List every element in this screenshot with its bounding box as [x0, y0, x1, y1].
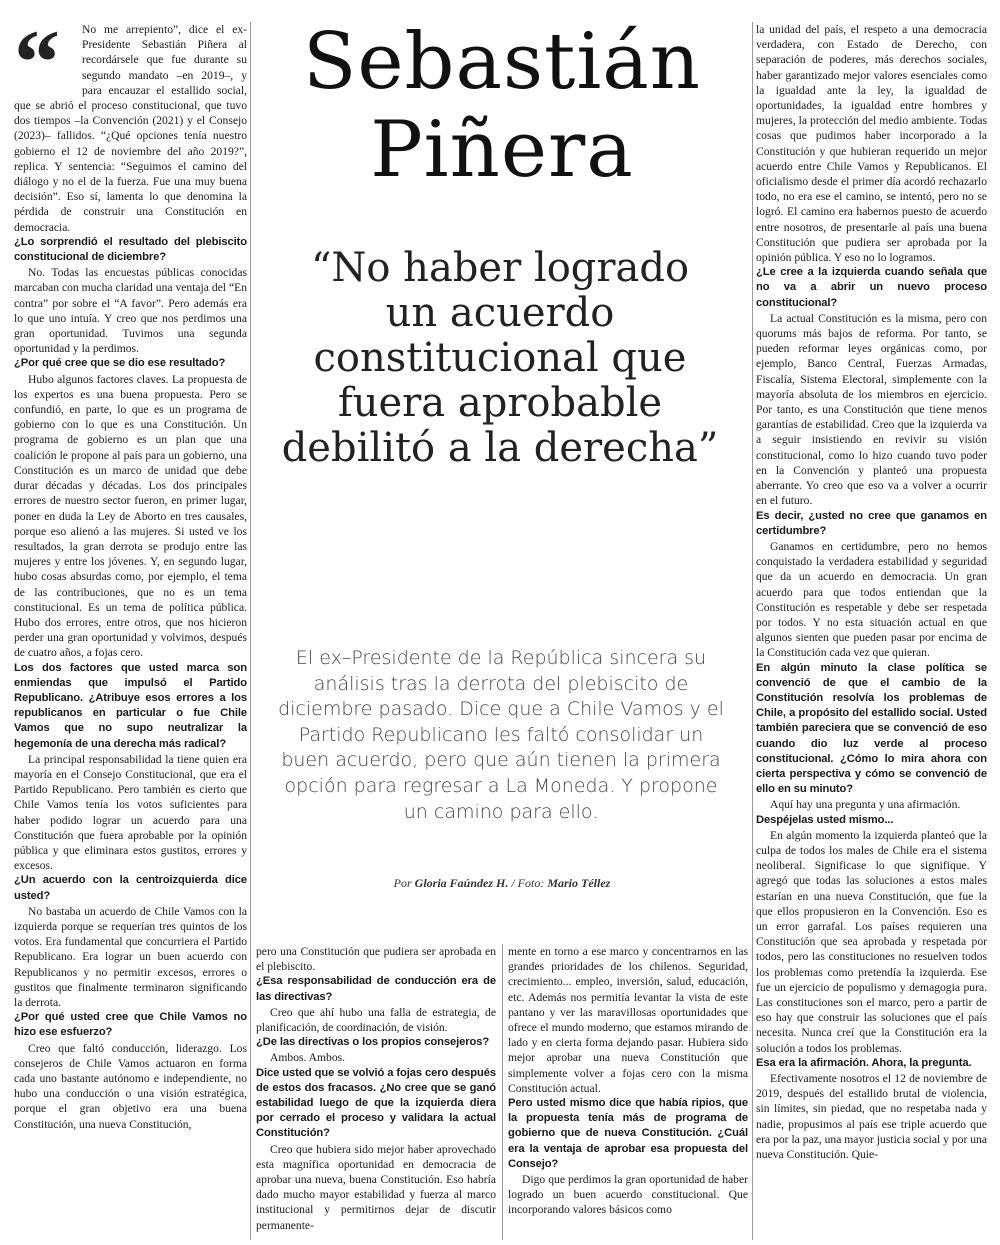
interview-question: Pero usted mismo dice que había ripios, que la propuesta tenía más de programa de gobierno que de nueva Constitución. ¿Cuál era la ventaja de aprobar esa propuesta del Consejo?	[508, 1097, 748, 1170]
article-column-2	[256, 944, 496, 1240]
interview-question: En algún minuto la clase política se convenció de que el cambio de la Constitución resolvía los problemas de Chile, a propósito del estallido social. Usted también pareciera que se convenció de eso cuando dio luz verde al proceso constitucional. ¿Cómo lo mira ahora con cierta perspectiva y cómo se convenció de ello en su minuto?	[756, 661, 987, 796]
byline	[256, 876, 748, 891]
interview-question: ¿Un acuerdo con la centroizquierda dice usted?	[14, 874, 247, 902]
drop-quote-mark: “	[14, 22, 60, 113]
interview-answer: Efectivamente nosotros el 12 de noviembre de 2019, después del estallido brutal de violencia, sin límites, sin piedad, que no respetaba nada y nadie, propusimos al país ese triple acuerdo que era por la paz, una mayor justicia social y por una nueva Constitución. Quie-	[756, 1072, 987, 1162]
interview-answer: En algún momento la izquierda planteó que la culpa de todos los males de Chile era el sistema neoliberal. Significase lo que signifique. Y agregó que todas las soluciones a estos males estarían en una nueva Constitución, que fue la que ellos propusieron en la Convención. Eso es un error garrafal. Los países requieren una Constitución que sea aprobada y respetada por todos, pero las constituciones no resuelven todos los problemas como pretendía la izquierda. Ese fue un ejercicio de populismo y demagogia pura. Las constituciones son el marco, pero a partir de eso hay que construir las soluciones que el país necesita. Nunca creí que la Constitución era la solución a todos los problemas.	[756, 828, 987, 1055]
interview-question: Dice usted que se volvió a fojas cero después de estos dos fracasos. ¿No cree que se ganó estabilidad luego de que la izquierda diera por cerrado el proceso y validara la actual Constitución?	[256, 1066, 496, 1140]
article-column-1	[14, 22, 247, 1240]
interview-answer: La actual Constitución es la misma, pero con quorums más bajos de reforma. Por tanto, se pueden reformar leyes orgánicas como, por ejemplo, Banco Central, Fuerzas Armadas, Fiscalía, Sistema Electoral, simplemente con la mayoría absoluta de los miembros en ejercicio. Por tanto, es una Constitución que tiene menos garantías de estabilidad. Creo que la izquierda va a seguir insistiendo en revivir su visión constitucional, como lo hizo cuando tuvo poder en la Convención y planteó una propuesta aberrante. Yo creo que eso va a volver a ocurrir en el futuro.	[756, 311, 987, 508]
interview-answer: No me arrepiento”, dice el ex-Presidente Sebastián Piñera al recordársele que fue durante su segundo mandato –en 2019–, y para encauzar el estallido social, que se abrió el proceso constitucional, que tuvo dos tiempos –la Convención (2021) y el Consejo (2023)– fallidos. “¿Qué opciones tenía nuestro gobierno el 12 de noviembre del año 2019?”, replica. Y sentencia: “Seguimos el camino del diálogo y no el de la fuerza. Fue una muy buena decisión”. Eso sí, lamenta lo que denomina la pérdida de construir una Constitución en democracia.	[14, 23, 247, 234]
byline-author: Gloria Faúndez H.	[414, 876, 509, 890]
interview-answer: Creo que ahí hubo una falla de estrategia, de planificación, de coordinación, de visión.	[256, 1005, 496, 1035]
interview-question: Despéjelas usted mismo...	[756, 813, 894, 826]
interview-answer: Digo que perdimos la gran oportunidad de haber logrado un buen acuerdo constitucional. Que incorporando valores básicos como	[508, 1173, 748, 1217]
pull-quote-headline: “No haber logrado un acuerdo constitucional que fuera aprobable debilitó a la derecha”	[281, 245, 719, 471]
interview-question: ¿Por qué cree que se dio ese resultado?	[14, 357, 226, 370]
interview-answer: Hubo algunos factores claves. La propuesta de los expertos es una buena propuesta. Pero se confundió, en parte, lo que es un programa de gobierno con lo que es una Constitución. Un programa de gobierno es un plan que una coalición le propone al país para un gobierno, una Constitución es un marco de unidad que debe durar décadas y décadas. Los dos principales errores de nuestro sector fueron, en primer lugar, poner en duda la Ley de Aborto en tres causales, porque eso alienó a las mujeres. Si usted ve los resultados, la gran derrota se produjo entre las mujeres y entre los jóvenes. Y, en segundo lugar, hubo cosas absurdas como, por ejemplo, el tema de las contribuciones, que no es un tema constitucional. Es un tema de política pública. Hubo dos errores, entre otros, que nos hicieron perder una gran oportunidad y volvimos, después de cuatro años, a fojas cero.	[14, 372, 247, 660]
interview-answer: No. Todas las encuestas públicas conocidas marcaban con mucha claridad una ventaja del “En contra” por sobre el “A favor”. Pero además era lo que uno intuía. Y creo que nos perdimos una gran oportunidad. Tuvimos una segunda oportunidad y la perdimos.	[14, 266, 247, 356]
interview-question: ¿Esa responsabilidad de conducción era de las directivas?	[256, 975, 496, 1003]
interview-question: ¿Por qué usted cree que Chile Vamos no hizo ese esfuerzo?	[14, 1011, 247, 1039]
column-rule	[250, 22, 251, 1240]
interview-answer: No bastaba un acuerdo de Chile Vamos con la izquierda porque se requerían tres quintos de los votos. Era fundamental que concurriera el Partido Republicano. Era lograr un buen acuerdo con Republicanos y no permitir excesos, errores o gustitos que finalmente terminaron significando la derrota.	[14, 904, 247, 1009]
interview-question: Los dos factores que usted marca son enmiendas que impulsó el Partido Republicano. ¿Atribuye esos errores a los republicanos en particular o fue Chile Vamos que no supo neutralizar la hegemonía de una derecha más radical?	[14, 661, 247, 750]
interview-question: ¿Le cree a la izquierda cuando señala que no va a abrir un nuevo proceso constitucional?	[756, 266, 987, 309]
article-deck: El ex–Presidente de la República sincera su análisis tras la derrota del plebiscito de diciembre pasado. Dice que a Chile Vamos y el Partido Republicano les faltó consolidar un buen acuerdo, pero que aún tienen la primera opción para regresar a La Moneda. Y propone un camino para ello.	[278, 647, 724, 823]
title-line: Sebastián	[302, 17, 702, 107]
interview-answer: Creo que hubiera sido mejor haber aprovechado esta magnífica oportunidad en democracia de aprobar una nueva, buena Constitución. Eso habría dado mucho mayor estabilidad y fuerza al marco institucional y permitirnos dejar de discutir permanente-	[256, 1142, 496, 1232]
article-column-3	[508, 944, 748, 1240]
interview-question: ¿Lo sorprendió el resultado del plebiscito constitucional de diciembre?	[14, 235, 247, 264]
interview-answer: pero una Constitución que pudiera ser aprobada en el plebiscito.	[256, 945, 496, 974]
interview-question: ¿De las directivas o los propios consejeros?	[256, 1036, 490, 1049]
byline-separator: / Foto:	[511, 876, 545, 890]
title-line: Piñera	[370, 105, 634, 195]
interview-answer: mente en torno a ese marco y concentrarnos en las grandes prioridades de los chilenos. Seguridad, crecimiento... empleo, inversión, salud, educación, etc. Además nos permitía levantar la vista de este pantano y ver las maravillosas oportunidades que ofrece el mundo moderno, que estamos mirando de lado y en cierta forma dejando pasar. Hubiera sido mejor aprobar una nueva Constitución que simplemente volver a fojas cero con la misma Constitución actual.	[508, 945, 748, 1095]
interview-question: Esa era la afirmación. Ahora, la pregunta.	[756, 1056, 972, 1069]
interview-answer: Ambos. Ambos.	[270, 1051, 346, 1065]
article-column-4	[756, 22, 987, 1240]
interview-answer: Aquí hay una pregunta y una afirmación.	[770, 798, 961, 812]
byline-photographer: Mario Téllez	[547, 876, 611, 890]
column-rule	[502, 944, 503, 1240]
interview-answer: la unidad del país, el respeto a una democracia verdadera, con Estado de Derecho, con separación de poderes, más derechos sociales, haber garantizado mejor valores esenciales como la igualdad ante la ley, la igualdad de oportunidades, la igualdad entre hombres y mujeres, la protección del medio ambiente. Todas cosas que pudimos haber incorporado a la Constitución y que hubieran requerido un mejor acuerdo entre Chile Vamos y Republicanos. El oficialismo desde el primer día acordó rechazarlo todo, no era ese el camino, se intentó, pero no se logró. El camino era habernos puesto de acuerdo entre nosotros, de presentarle al país una buena Constitución que pudiera ser aprobada por la opinión pública. Y eso no lo logramos.	[756, 23, 987, 265]
interview-answer: La principal responsabilidad la tiene quien era mayoría en el Consejo Constitucional, que era el Partido Republicano. Pero también es cierto que Chile Vamos tenía los votos suficientes para haber podido lograr un acuerdo para una Constitución que fuera aprobable por la opinión pública y que eliminara estos gustitos, errores y excesos.	[14, 752, 247, 873]
interview-answer: Creo que faltó conducción, liderazgo. Los consejeros de Chile Vamos actuaron en forma cada uno bastante autónomo e independiente, no hubo una conducción o una visión estratégica, porque el gran objetivo era una buena Constitución, una nueva Constitución,	[14, 1041, 247, 1131]
byline-prefix: Por	[393, 876, 412, 890]
article-title	[256, 18, 748, 194]
interview-answer: Ganamos en certidumbre, pero no hemos conquistado la verdadera estabilidad y seguridad que da un acuerdo en democracia. Un gran acuerdo para que todos entiendan que la Constitución es respetable y debe ser respetada por todos. Y no esta situación actual en que algunos sienten que pueden pasar por encima de la Constitución cada vez que quieran.	[756, 539, 987, 660]
column-rule	[752, 22, 753, 1240]
interview-question: Es decir, ¿usted no cree que ganamos en certidumbre?	[756, 509, 987, 537]
